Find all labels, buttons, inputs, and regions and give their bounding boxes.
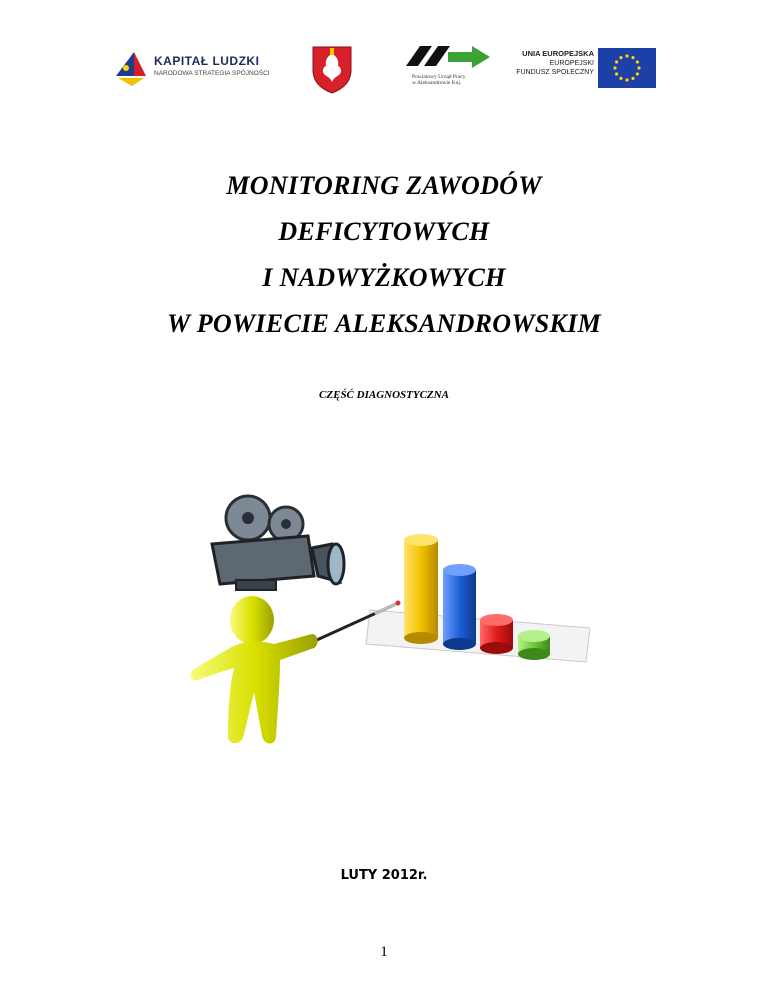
eu-line3: FUNDUSZ SPOŁECZNY: [516, 69, 594, 76]
title-line-4: W POWIECIE ALEKSANDROWSKIM: [166, 309, 602, 338]
crest-icon: [310, 44, 354, 94]
eu-flag-icon: [598, 48, 656, 88]
county-crest-logo: [310, 44, 354, 94]
eu-logo: [514, 46, 658, 90]
title-line-1: MONITORING ZAWODÓW: [226, 171, 542, 200]
presenter-figure-icon: [191, 596, 318, 744]
kapital-ludzki-title: KAPITAŁ LUDZKI: [154, 54, 260, 68]
pup-line1: Powiatowy Urząd Pracy: [412, 74, 466, 80]
pup-logo: [402, 42, 494, 94]
cover-illustration: [190, 484, 590, 764]
eu-line2: EUROPEJSKI: [549, 60, 594, 67]
document-date: LUTY 2012r.: [340, 868, 428, 883]
title-line-3: I NADWYŻKOWYCH: [262, 263, 506, 292]
kapital-ludzki-logo: [112, 46, 270, 90]
title-line-2: DEFICYTOWYCH: [278, 217, 490, 246]
movie-camera-icon: [212, 496, 344, 590]
yellow-bar-icon: [404, 534, 438, 644]
page-number: 1: [380, 944, 388, 960]
chart-floor: [366, 610, 590, 662]
kapital-ludzki-subtitle: NARODOWA STRATEGIA SPÓJNOŚCI: [154, 70, 270, 77]
pup-line2: w Aleksandrowie Kuj.: [412, 80, 462, 86]
logo-bar: [0, 40, 768, 96]
kapital-ludzki-emblem-icon: [112, 46, 152, 90]
pup-arrows-icon: [402, 42, 494, 72]
eu-line1: UNIA EUROPEJSKA: [522, 49, 594, 58]
blue-bar-icon: [443, 564, 476, 650]
green-bar-icon: [518, 630, 550, 660]
document-subtitle: CZĘŚĆ DIAGNOSTYCZNA: [319, 389, 449, 401]
red-bar-icon: [480, 614, 513, 654]
